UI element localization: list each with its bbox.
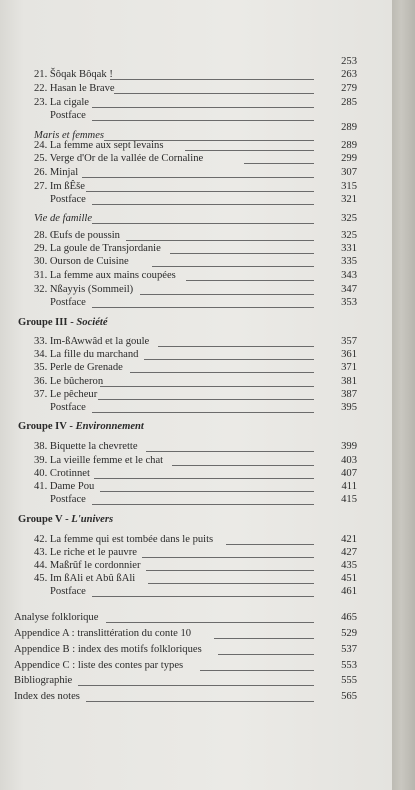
toc-page-number: 461 bbox=[341, 586, 357, 597]
toc-row bbox=[0, 283, 392, 297]
toc-page-number: 415 bbox=[341, 494, 357, 505]
toc-row bbox=[0, 659, 392, 673]
toc-leader-line bbox=[172, 465, 314, 466]
toc-entry-title: 26. Minjal bbox=[34, 167, 79, 178]
toc-row bbox=[0, 96, 392, 110]
toc-entry-title: 40. Crotinnet bbox=[34, 468, 90, 479]
toc-leader-line bbox=[86, 701, 314, 702]
toc-page-number: 381 bbox=[341, 376, 357, 387]
toc-row bbox=[0, 229, 392, 243]
toc-leader-line bbox=[200, 670, 314, 671]
toc-row bbox=[0, 559, 392, 573]
toc-leader-line bbox=[126, 240, 314, 241]
toc-row bbox=[0, 55, 392, 69]
toc-leader-line bbox=[98, 399, 314, 400]
toc-row bbox=[0, 180, 392, 194]
toc-entry-title: 35. Perle de Grenade bbox=[34, 362, 123, 373]
toc-row bbox=[0, 454, 392, 468]
toc-page-number: 537 bbox=[341, 644, 357, 655]
toc-page-number: 299 bbox=[341, 153, 357, 164]
toc-row bbox=[0, 348, 392, 362]
toc-leader-line bbox=[152, 266, 314, 267]
toc-row bbox=[0, 467, 392, 481]
toc-entry-title: 44. Maßrûf le cordonnier bbox=[34, 560, 141, 571]
toc-leader-line bbox=[92, 223, 314, 224]
toc-page-number: 343 bbox=[341, 270, 357, 281]
toc-page-number: 395 bbox=[341, 402, 357, 413]
toc-page-number: 407 bbox=[341, 468, 357, 479]
toc-entry-title: Postface bbox=[50, 110, 86, 121]
toc-group-title bbox=[18, 513, 113, 527]
toc-row bbox=[0, 335, 392, 349]
toc-page-number: 411 bbox=[341, 481, 357, 492]
toc-section-row bbox=[0, 212, 392, 226]
toc-group-label: Groupe V - bbox=[18, 514, 72, 525]
toc-page-number: 451 bbox=[341, 573, 357, 584]
toc-entry-title: 23. La cigale bbox=[34, 97, 90, 108]
toc-row bbox=[0, 388, 392, 402]
toc-row bbox=[0, 627, 392, 641]
toc-entry-title: Appendice B : index des motifs folkloriques bbox=[14, 644, 202, 655]
toc-entry-title: 38. Biquette la chevrette bbox=[34, 441, 138, 452]
toc-leader-line bbox=[78, 685, 314, 686]
toc-group-theme: Environnement bbox=[75, 421, 144, 432]
toc-entry-title: 21. Šôqak Bôqak ! bbox=[34, 69, 113, 80]
toc-page-number: 529 bbox=[341, 628, 357, 639]
toc-leader-line bbox=[92, 307, 314, 308]
toc-page-number: 331 bbox=[341, 243, 357, 254]
toc-page-number: 347 bbox=[341, 284, 357, 295]
toc-page-number: 335 bbox=[341, 256, 357, 267]
toc-leader-line bbox=[92, 412, 314, 413]
toc-page-number: 321 bbox=[341, 194, 357, 205]
toc-row bbox=[0, 139, 392, 153]
toc-leader-line bbox=[94, 478, 314, 479]
toc-leader-line bbox=[114, 93, 314, 94]
toc-row bbox=[0, 585, 392, 599]
toc-entry-title: Postface bbox=[50, 297, 86, 308]
toc-entry-title: 45. Im ßAli et Abû ßAli bbox=[34, 573, 136, 584]
toc-page-number: 357 bbox=[341, 336, 357, 347]
toc-entry-title: Postface bbox=[50, 494, 86, 505]
toc-row bbox=[0, 361, 392, 375]
toc-row bbox=[0, 193, 392, 207]
toc-row bbox=[0, 611, 392, 625]
toc-leader-line bbox=[142, 557, 314, 558]
toc-leader-line bbox=[130, 372, 314, 373]
toc-page-number: 315 bbox=[341, 181, 357, 192]
toc-group-heading bbox=[0, 420, 392, 434]
toc-leader-line bbox=[170, 253, 314, 254]
toc-group-label: Groupe IV - bbox=[18, 421, 76, 432]
toc-leader-line bbox=[185, 150, 314, 151]
toc-leader-line bbox=[214, 638, 314, 639]
toc-leader-line bbox=[86, 191, 314, 192]
toc-page-number: 361 bbox=[341, 349, 357, 360]
toc-page-number: 307 bbox=[341, 167, 357, 178]
toc-leader-line bbox=[186, 280, 314, 281]
toc-page-number: 403 bbox=[341, 455, 357, 466]
toc-row bbox=[0, 674, 392, 688]
toc-entry-title: 24. La femme aux sept levains bbox=[34, 140, 164, 151]
toc-leader-line bbox=[144, 359, 314, 360]
toc-entry-title: 33. Im-ßAwwâd et la goule bbox=[34, 336, 150, 347]
toc-row bbox=[0, 690, 392, 704]
toc-leader-line bbox=[100, 491, 314, 492]
toc-entry-title: 28. Œufs de poussin bbox=[34, 230, 120, 241]
toc-leader-line bbox=[244, 163, 314, 164]
toc-row bbox=[0, 480, 392, 494]
toc-row bbox=[0, 375, 392, 389]
toc-page-number: 263 bbox=[341, 69, 357, 80]
toc-leader-line bbox=[146, 451, 314, 452]
toc-entry-title: Postface bbox=[50, 586, 86, 597]
toc-row bbox=[0, 166, 392, 180]
toc-section-title: Maris et femmes bbox=[34, 130, 105, 141]
toc-row bbox=[0, 68, 392, 82]
toc-leader-line bbox=[92, 504, 314, 505]
toc-leader-line bbox=[82, 177, 314, 178]
toc-page-number: 421 bbox=[341, 534, 357, 545]
toc-row bbox=[0, 546, 392, 560]
toc-group-theme: Société bbox=[76, 317, 108, 328]
toc-group-title bbox=[18, 420, 144, 434]
toc-page-number: 253 bbox=[341, 56, 357, 67]
toc-row bbox=[0, 269, 392, 283]
toc-entry-title: Appendice A : translittération du conte 10 bbox=[14, 628, 192, 639]
toc-leader-line bbox=[100, 386, 314, 387]
toc-page-number: 285 bbox=[341, 97, 357, 108]
toc-row bbox=[0, 255, 392, 269]
toc-page-number: 371 bbox=[341, 362, 357, 373]
toc-page-number: 555 bbox=[341, 675, 357, 686]
toc-page-number: 435 bbox=[341, 560, 357, 571]
toc-leader-line bbox=[92, 107, 314, 108]
toc-leader-line bbox=[92, 204, 314, 205]
toc-entry-title: Index des notes bbox=[14, 691, 80, 702]
toc-entry-title: 39. La vieille femme et le chat bbox=[34, 455, 164, 466]
toc-entry-title: 37. Le pêcheur bbox=[34, 389, 98, 400]
toc-leader-line bbox=[226, 544, 314, 545]
toc-page-number: 465 bbox=[341, 612, 357, 623]
toc-entry-title: 22. Hasan le Brave bbox=[34, 83, 115, 94]
toc-entry-title: 34. La fille du marchand bbox=[34, 349, 139, 360]
toc-group-label: Groupe III - bbox=[18, 317, 77, 328]
toc-page-number: 399 bbox=[341, 441, 357, 452]
toc-row bbox=[0, 152, 392, 166]
toc-leader-line bbox=[158, 346, 314, 347]
toc-entry-title: 27. Im ßÊše bbox=[34, 181, 85, 192]
toc-entry-title: 29. La goule de Transjordanie bbox=[34, 243, 161, 254]
toc-page-number: 279 bbox=[341, 83, 357, 94]
toc-entry-title: 43. Le riche et le pauvre bbox=[34, 547, 137, 558]
toc-entry-title: 25. Verge d'Or de la vallée de Cornaline bbox=[34, 153, 204, 164]
toc-row bbox=[0, 533, 392, 547]
page-edge bbox=[392, 0, 415, 790]
toc-entry-title: 30. Ourson de Cuisine bbox=[34, 256, 129, 267]
toc-page-number: 325 bbox=[341, 230, 357, 241]
toc-entry-title: Postface bbox=[50, 194, 86, 205]
toc-entry-title: Postface bbox=[50, 402, 86, 413]
toc-entry-title: 32. Nßayyis (Sommeil) bbox=[34, 284, 134, 295]
toc-entry-title: Appendice C : liste des contes par types bbox=[14, 660, 184, 671]
toc-leader-line bbox=[110, 79, 314, 80]
toc-entry-title: 41. Dame Pou bbox=[34, 481, 95, 492]
toc-group-heading bbox=[0, 316, 392, 330]
toc-page-number: 553 bbox=[341, 660, 357, 671]
toc-entry-title: Bibliographie bbox=[14, 675, 73, 686]
toc-row bbox=[0, 643, 392, 657]
toc-leader-line bbox=[92, 596, 314, 597]
toc-entry-title: 42. La femme qui est tombée dans le puits bbox=[34, 534, 214, 545]
toc-row bbox=[0, 440, 392, 454]
toc-page-number: 565 bbox=[341, 691, 357, 702]
toc-page-number: 325 bbox=[341, 213, 357, 224]
toc-page-number: 387 bbox=[341, 389, 357, 400]
toc-row bbox=[0, 296, 392, 310]
toc-row bbox=[0, 572, 392, 586]
toc-row bbox=[0, 493, 392, 507]
toc-leader-line bbox=[140, 294, 314, 295]
toc-leader-line bbox=[148, 583, 314, 584]
toc-entry-title: 36. Le bûcheron bbox=[34, 376, 104, 387]
toc-page-number: 427 bbox=[341, 547, 357, 558]
toc-leader-line bbox=[146, 570, 314, 571]
toc-entry-title: Analyse folklorique bbox=[14, 612, 99, 623]
toc-page-number: 289 bbox=[341, 122, 357, 133]
toc-group-title bbox=[18, 316, 108, 330]
toc-page-number: 289 bbox=[341, 140, 357, 151]
toc-section-title: Vie de famille bbox=[34, 213, 93, 224]
toc-leader-line bbox=[106, 622, 314, 623]
toc-group-theme: L'univers bbox=[71, 514, 114, 525]
toc-entry-title: 31. La femme aux mains coupées bbox=[34, 270, 176, 281]
toc-group-heading bbox=[0, 513, 392, 527]
toc-page-number: 353 bbox=[341, 297, 357, 308]
toc-leader-line bbox=[218, 654, 314, 655]
toc-row bbox=[0, 242, 392, 256]
toc-row bbox=[0, 401, 392, 415]
toc-row bbox=[0, 82, 392, 96]
